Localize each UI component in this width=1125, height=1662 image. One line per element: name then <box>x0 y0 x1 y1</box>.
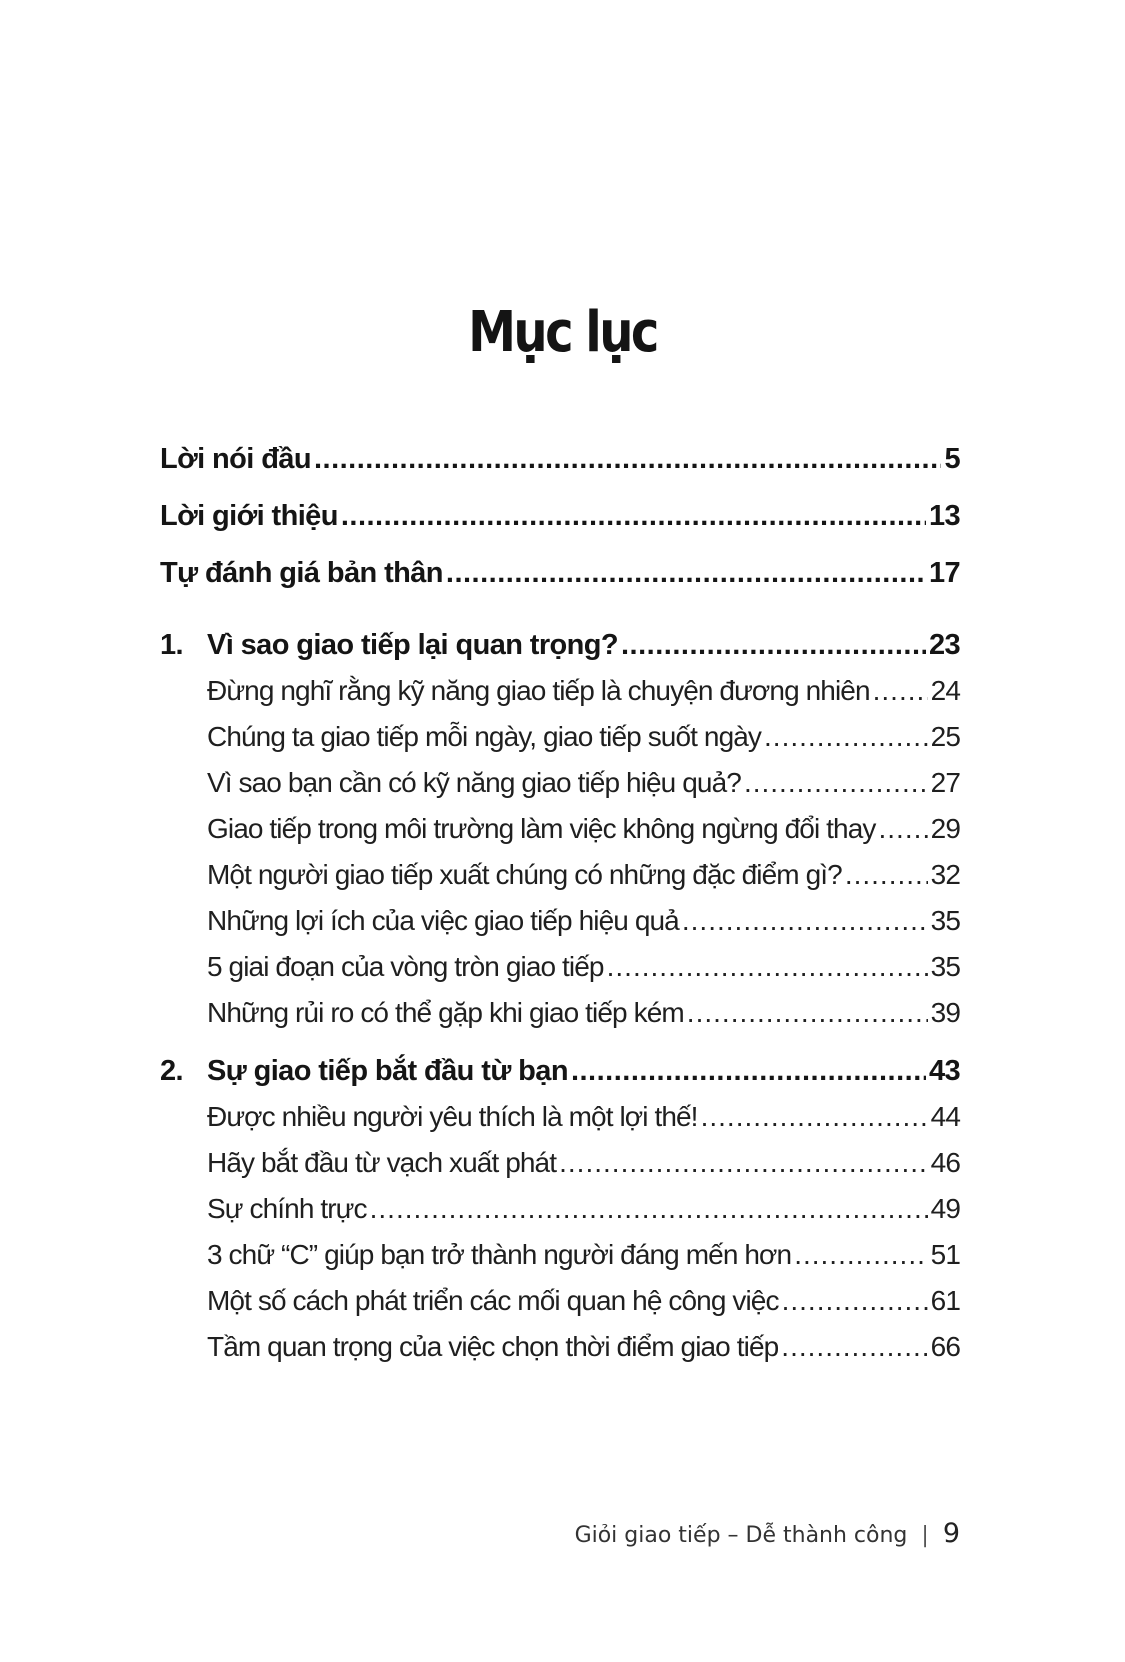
toc-chapter-1[interactable] <box>160 629 960 669</box>
dot-leader <box>845 859 928 891</box>
toc-chapter-2[interactable] <box>160 1055 960 1095</box>
toc-entry-page: 43 <box>928 1055 960 1087</box>
toc-entry-label: Một người giao tiếp xuất chúng có những đặc điểm gì? <box>207 859 842 890</box>
page-number: 9 <box>942 1518 960 1549</box>
toc-section[interactable] <box>207 859 960 899</box>
toc-section[interactable] <box>207 767 960 807</box>
toc-entry-page: 44 <box>930 1101 960 1132</box>
toc-entry-page: 32 <box>930 859 960 890</box>
toc-entry-label: Lời nói đầu <box>160 443 311 475</box>
toc-entry-label: Sự chính trực <box>207 1193 367 1224</box>
toc-section[interactable] <box>207 997 960 1037</box>
dot-leader <box>314 443 942 476</box>
toc-entry-label: Những lợi ích của việc giao tiếp hiệu quả <box>207 905 679 936</box>
toc-entry-self-assessment[interactable] <box>160 557 960 597</box>
dot-leader <box>782 1285 928 1317</box>
toc-entry-label: Hãy bắt đầu từ vạch xuất phát <box>207 1147 557 1178</box>
toc-section[interactable] <box>207 1101 960 1141</box>
toc-entry-page: 35 <box>930 905 960 936</box>
toc-section[interactable] <box>207 1285 960 1325</box>
toc-entry-page: 13 <box>928 500 960 532</box>
dot-leader <box>873 675 928 707</box>
toc-section[interactable] <box>207 721 960 761</box>
page-title: Mục lục <box>468 300 657 365</box>
toc-entry-page: 49 <box>930 1193 960 1224</box>
toc-entry-page: 25 <box>930 721 960 752</box>
toc-section[interactable] <box>207 905 960 945</box>
footer-separator: | <box>921 1523 929 1548</box>
dot-leader <box>701 1101 928 1133</box>
dot-leader <box>446 557 926 590</box>
toc-entry-page: 46 <box>930 1147 960 1178</box>
dot-leader <box>571 1055 926 1088</box>
toc-entry-label: Sự giao tiếp bắt đầu từ bạn <box>207 1055 568 1087</box>
toc-entry-label: Chúng ta giao tiếp mỗi ngày, giao tiếp suốt ngày <box>207 721 762 752</box>
toc-entry-label: 3 chữ “C” giúp bạn trở thành người đáng mến hơn <box>207 1239 792 1270</box>
toc-entry-page: 27 <box>930 767 960 798</box>
toc-entry-page: 29 <box>930 813 960 844</box>
toc-entry-introduction[interactable] <box>160 500 960 540</box>
toc-section[interactable] <box>207 1331 960 1371</box>
dot-leader <box>341 500 926 533</box>
toc-entry-page: 66 <box>930 1331 960 1362</box>
toc-section[interactable] <box>207 813 960 853</box>
toc-entry-label: Một số cách phát triển các mối quan hệ công việc <box>207 1285 779 1316</box>
chapter-number: 2. <box>160 1055 183 1087</box>
toc-entry-page: 24 <box>930 675 960 706</box>
toc-entry-label: Đừng nghĩ rằng kỹ năng giao tiếp là chuyện đương nhiên <box>207 675 870 706</box>
dot-leader <box>687 997 928 1029</box>
toc-entry-page: 35 <box>930 951 960 982</box>
dot-leader <box>607 951 928 983</box>
dot-leader <box>682 905 928 937</box>
dot-leader <box>781 1331 927 1363</box>
toc-entry-page: 51 <box>930 1239 960 1270</box>
toc-entry-label: Được nhiều người yêu thích là một lợi thế! <box>207 1101 698 1132</box>
dot-leader <box>370 1193 928 1225</box>
toc-section[interactable] <box>207 1147 960 1187</box>
toc-section[interactable] <box>207 951 960 991</box>
toc-entry-label: Vì sao giao tiếp lại quan trọng? <box>207 629 618 661</box>
dot-leader <box>764 721 928 753</box>
dot-leader <box>559 1147 928 1179</box>
toc-entry-label: Tầm quan trọng của việc chọn thời điểm giao tiếp <box>207 1331 779 1362</box>
toc-entry-label: Lời giới thiệu <box>160 500 338 532</box>
dot-leader <box>744 767 928 799</box>
toc-entry-label: 5 giai đoạn của vòng tròn giao tiếp <box>207 951 604 982</box>
toc-entry-label: Giao tiếp trong môi trường làm việc không ngừng đổi thay <box>207 813 876 844</box>
dot-leader <box>794 1239 927 1271</box>
running-footer <box>575 1518 960 1549</box>
toc-entry-page: 39 <box>930 997 960 1028</box>
toc-entry-label: Vì sao bạn cần có kỹ năng giao tiếp hiệu quả? <box>207 767 741 798</box>
chapter-number: 1. <box>160 629 183 661</box>
toc-entry-page: 61 <box>930 1285 960 1316</box>
dot-leader <box>621 629 926 662</box>
toc-section[interactable] <box>207 1239 960 1279</box>
toc-section[interactable] <box>207 675 960 715</box>
toc-entry-page: 5 <box>944 443 960 475</box>
dot-leader <box>879 813 928 845</box>
table-of-contents <box>160 0 960 1662</box>
toc-section[interactable] <box>207 1193 960 1233</box>
toc-entry-label: Những rủi ro có thể gặp khi giao tiếp kém <box>207 997 684 1028</box>
toc-entry-page: 23 <box>928 629 960 661</box>
toc-entry-page: 17 <box>928 557 960 589</box>
toc-entry-label: Tự đánh giá bản thân <box>160 557 443 589</box>
toc-entry-foreword[interactable] <box>160 443 960 483</box>
book-title: Giỏi giao tiếp – Dễ thành công <box>574 1523 908 1548</box>
